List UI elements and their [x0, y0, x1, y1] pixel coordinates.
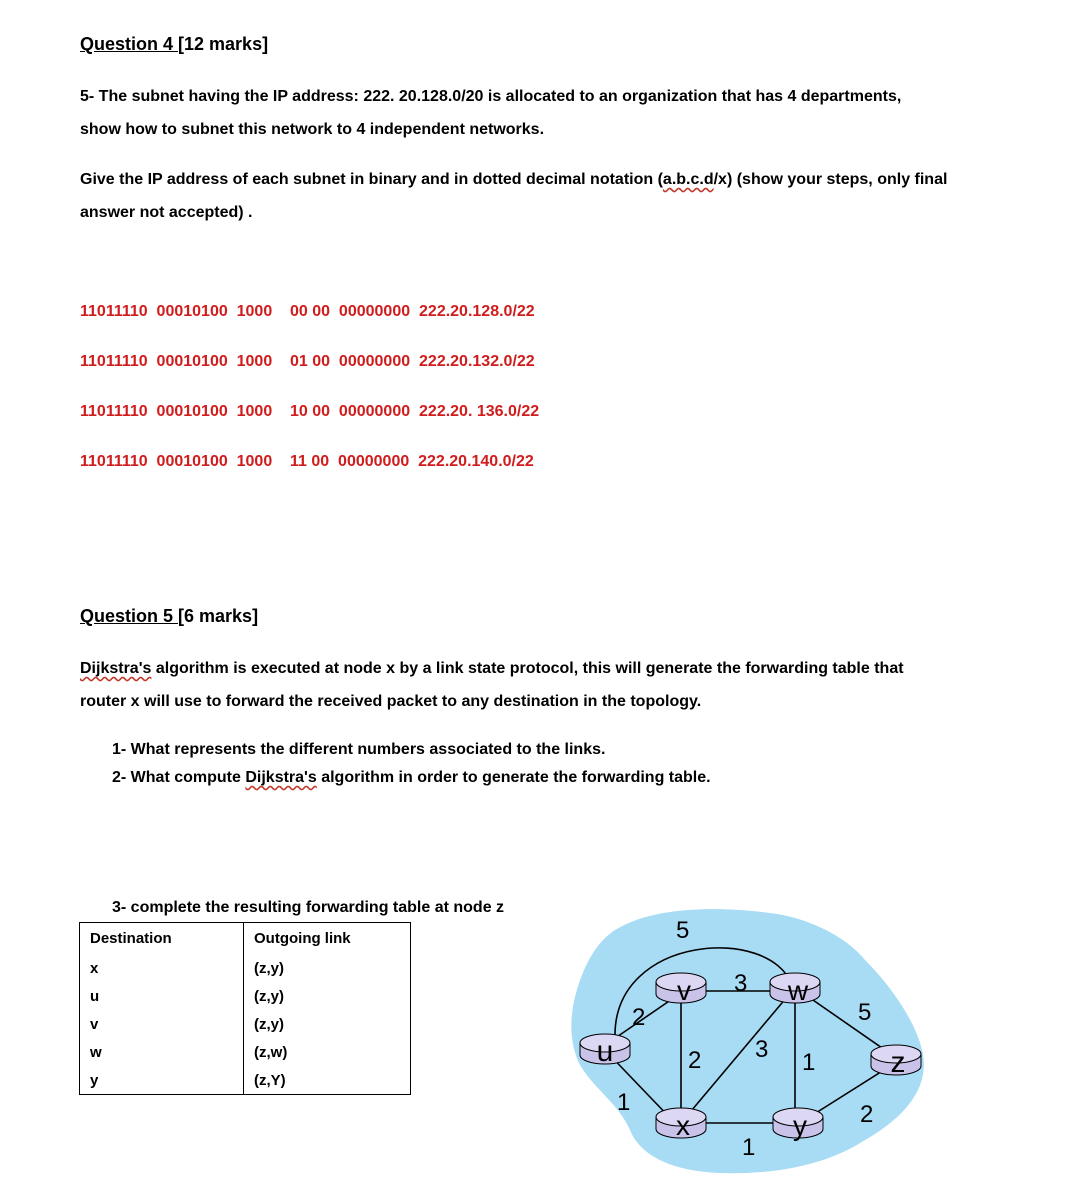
- answer-dotted: 222.20.140.0/22: [418, 453, 534, 470]
- q5-item-3: 3- complete the resulting forwarding table at node z: [112, 899, 505, 916]
- weight-v-x: 2: [688, 1047, 702, 1074]
- table-cell-destination: u: [80, 982, 244, 1010]
- weight-u-x: 1: [617, 1089, 631, 1116]
- q5-item-2-pre: 2- What compute: [112, 769, 246, 786]
- q4-line-3-post: /x) (show your steps, only final: [713, 171, 948, 188]
- answer-binary: 11011110 00010100 1000 10 00 00000000: [80, 403, 411, 420]
- weight-v-w: 3: [734, 970, 748, 997]
- answer-row: [80, 353, 535, 371]
- q5-item-2-dijkstra: Dijkstra's: [245, 769, 317, 786]
- table-cell-link: (z,Y): [244, 1066, 411, 1095]
- table-row: [80, 1038, 411, 1066]
- q4-line-3: [80, 163, 947, 196]
- table-row: [80, 954, 411, 982]
- q5-line-2: router x will use to forward the received packet to any destination in the topology.: [80, 693, 702, 710]
- table-cell-destination: x: [80, 954, 244, 982]
- table-cell-destination: y: [80, 1066, 244, 1095]
- q4-line-3-pre: Give the IP address of each subnet in binary and in dotted decimal notation (: [80, 171, 663, 188]
- weight-u-v: 2: [632, 1004, 646, 1031]
- node-label-z: z: [890, 1046, 906, 1079]
- table-row: [80, 982, 411, 1010]
- weight-u-w: 5: [676, 917, 690, 944]
- node-label-y: y: [793, 1110, 807, 1141]
- question-5-heading: [80, 606, 258, 627]
- answer-dotted: 222.20.128.0/22: [419, 303, 535, 320]
- q5-line-1: [80, 652, 904, 685]
- table-cell-link: (z,w): [244, 1038, 411, 1066]
- table-cell-link: (z,y): [244, 982, 411, 1010]
- q4-line-1: 5- The subnet having the IP address: 222. 20.128.0/20 is allocated to an organization that has 4 departments,: [80, 88, 902, 105]
- q4-line-3-notation: a.b.c.d: [662, 171, 714, 188]
- weight-w-z: 5: [858, 999, 872, 1026]
- node-label-v: v: [677, 975, 691, 1006]
- node-label-w: w: [787, 975, 809, 1006]
- answer-binary: 11011110 00010100 1000 01 00 00000000: [80, 353, 411, 370]
- q4-line-4: answer not accepted) .: [80, 204, 253, 221]
- node-label-x: x: [676, 1110, 690, 1141]
- answer-dotted: 222.20. 136.0/22: [419, 403, 540, 420]
- q4-line-2: show how to subnet this network to 4 independent networks.: [80, 121, 545, 138]
- question-4-heading: [80, 34, 268, 55]
- q5-item-1: 1- What represents the different numbers associated to the links.: [112, 741, 606, 758]
- q5-item-2: [112, 763, 711, 793]
- q5-line-1-dijkstra: Dijkstra's: [80, 660, 152, 677]
- node-label-u: u: [596, 1035, 614, 1068]
- answer-binary: 11011110 00010100 1000 00 00 00000000: [80, 303, 411, 320]
- question-5-title: Question 5: [80, 606, 179, 626]
- weight-x-y: 1: [742, 1134, 756, 1161]
- header-destination: Destination: [80, 923, 244, 955]
- q5-item-2-post: algorithm in order to generate the forwarding table.: [316, 769, 711, 786]
- answer-row: [80, 403, 539, 421]
- table-cell-link: (z,y): [244, 954, 411, 982]
- table-cell-destination: v: [80, 1010, 244, 1038]
- weight-y-z: 2: [860, 1101, 874, 1128]
- table-row: [80, 1010, 411, 1038]
- question-4-marks: [12 marks]: [178, 34, 269, 54]
- answer-row: [80, 303, 535, 321]
- forwarding-table: [79, 922, 411, 1095]
- table-header-row: [80, 923, 411, 955]
- network-topology-diagram: [560, 905, 940, 1180]
- weight-x-w: 3: [755, 1036, 769, 1063]
- table-cell-destination: w: [80, 1038, 244, 1066]
- weight-w-y: 1: [802, 1049, 816, 1076]
- answer-dotted: 222.20.132.0/22: [419, 353, 535, 370]
- question-4-title: Question 4: [80, 34, 179, 54]
- answer-row: [80, 453, 534, 471]
- table-cell-link: (z,y): [244, 1010, 411, 1038]
- q5-line-1-post: algorithm is executed at node x by a link state protocol, this will generate the forwarding table that: [151, 660, 904, 677]
- answer-binary: 11011110 00010100 1000 11 00 00000000: [80, 453, 410, 470]
- header-outgoing-link: Outgoing link: [244, 923, 411, 955]
- question-5-marks: [6 marks]: [178, 606, 259, 626]
- table-row: [80, 1066, 411, 1095]
